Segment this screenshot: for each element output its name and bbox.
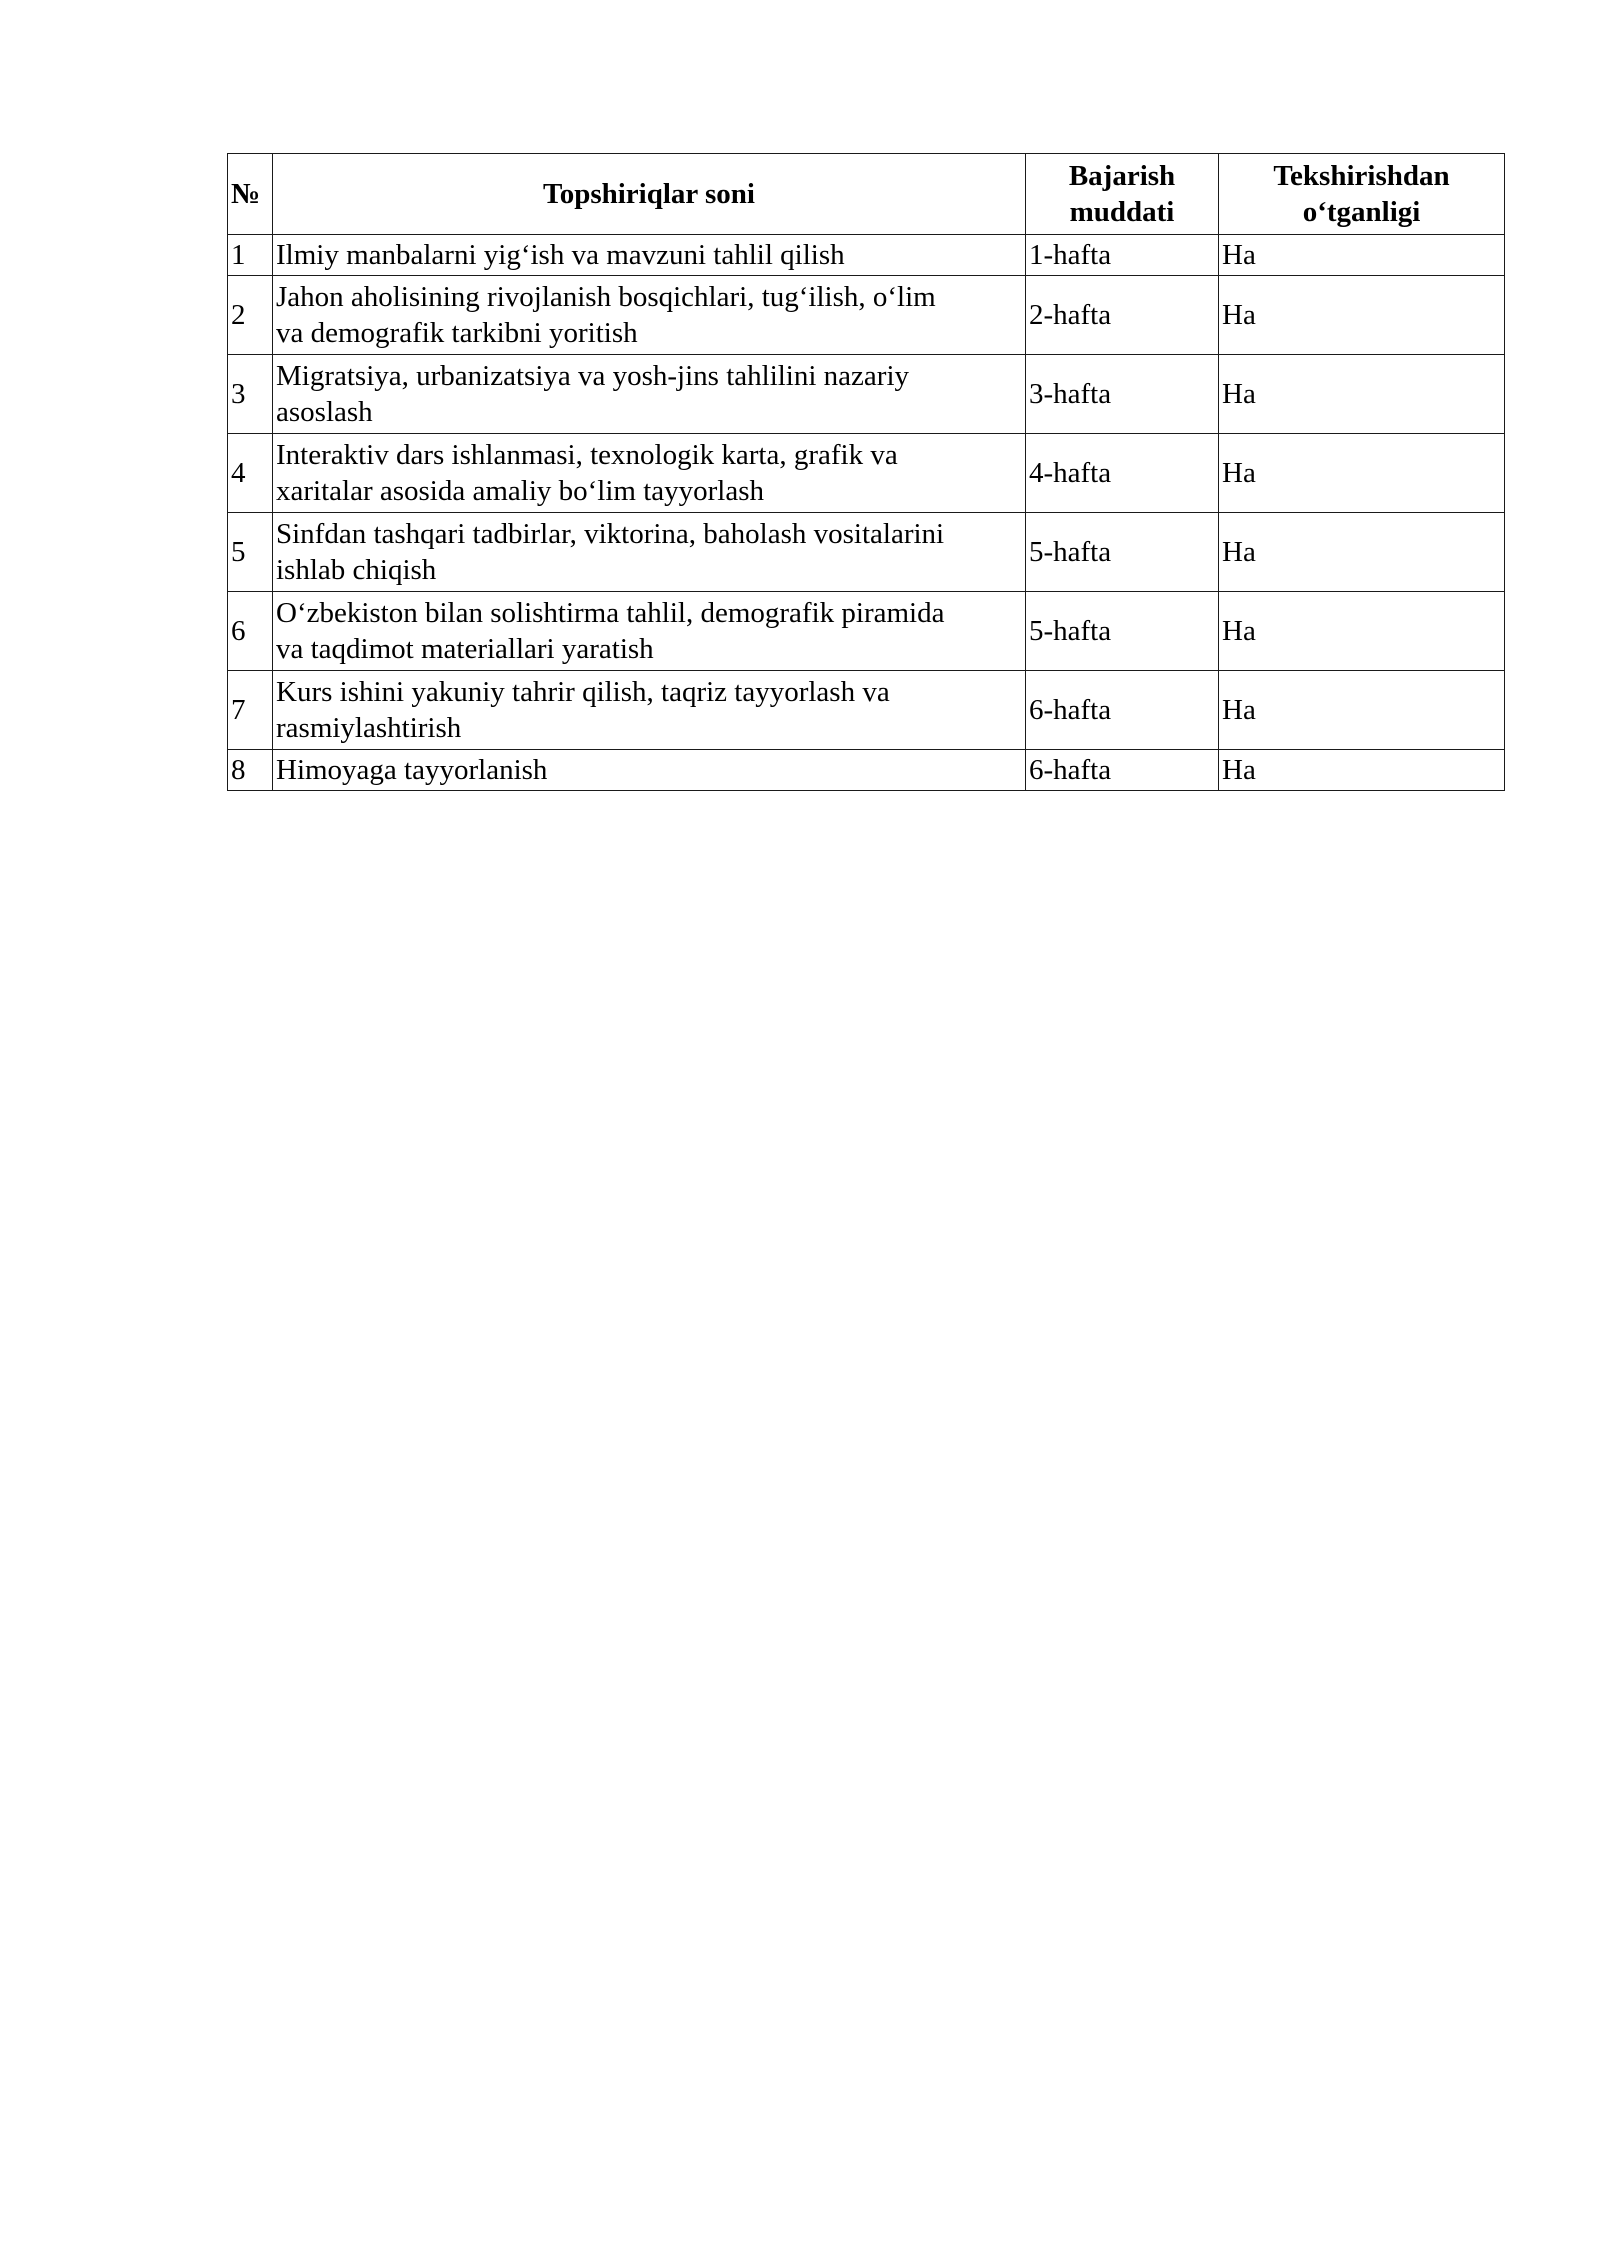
table-row: [228, 750, 1505, 791]
row-checked: Ha: [1219, 750, 1505, 791]
header-row: [228, 154, 1505, 235]
table-body: [228, 235, 1505, 791]
row-task-line1: Migratsiya, urbanizatsiya va yosh-jins tahlilini nazariy: [276, 360, 910, 392]
row-task-line1: Interaktiv dars ishlanmasi, texnologik karta, grafik va: [276, 439, 898, 471]
row-checked: Ha: [1219, 513, 1505, 592]
row-number: 1: [228, 235, 273, 276]
row-task-line2: va demografik tarkibni yoritish: [276, 317, 638, 349]
header-deadline-line2: muddati: [1069, 196, 1175, 228]
row-task: [273, 750, 1026, 791]
row-task-line1: Jahon aholisining rivojlanish bosqichlari, tug‘ilish, o‘lim: [276, 281, 936, 313]
header-deadline-line1: Bajarish: [1068, 160, 1176, 192]
row-deadline: 1-hafta: [1026, 235, 1219, 276]
row-deadline: 2-hafta: [1026, 276, 1219, 355]
table-row: [228, 434, 1505, 513]
header-number: №: [228, 154, 273, 235]
row-checked: Ha: [1219, 355, 1505, 434]
header-task: Topshiriqlar soni: [273, 154, 1026, 235]
row-checked: Ha: [1219, 592, 1505, 671]
header-checked: [1219, 154, 1505, 235]
row-number: 7: [228, 671, 273, 750]
row-checked: Ha: [1219, 235, 1505, 276]
row-task: [273, 671, 1026, 750]
row-task-line1: Himoyaga tayyorlanish: [276, 754, 548, 786]
table-row: [228, 276, 1505, 355]
row-number: 5: [228, 513, 273, 592]
row-checked: Ha: [1219, 434, 1505, 513]
row-number: 8: [228, 750, 273, 791]
table-row: [228, 671, 1505, 750]
row-task: [273, 513, 1026, 592]
row-deadline: 4-hafta: [1026, 434, 1219, 513]
header-deadline: [1026, 154, 1219, 235]
row-deadline: 6-hafta: [1026, 750, 1219, 791]
row-checked: Ha: [1219, 276, 1505, 355]
row-task: [273, 355, 1026, 434]
row-task-line2: ishlab chiqish: [276, 554, 437, 586]
row-deadline: 5-hafta: [1026, 513, 1219, 592]
row-number: 6: [228, 592, 273, 671]
row-task-line2: asoslash: [276, 396, 373, 428]
table-header: [228, 154, 1505, 235]
header-checked-line1: Tekshirishdan: [1273, 160, 1450, 192]
row-deadline: 3-hafta: [1026, 355, 1219, 434]
row-task: [273, 276, 1026, 355]
row-task: [273, 434, 1026, 513]
row-task-line2: va taqdimot materiallari yaratish: [276, 633, 654, 665]
row-task-line1: Ilmiy manbalarni yig‘ish va mavzuni tahlil qilish: [276, 239, 845, 271]
task-schedule-table: [227, 153, 1505, 791]
row-task-line1: Sinfdan tashqari tadbirlar, viktorina, baholash vositalarini: [276, 518, 945, 550]
row-checked: Ha: [1219, 671, 1505, 750]
row-task: [273, 592, 1026, 671]
row-task-line1: O‘zbekiston bilan solishtirma tahlil, demografik piramida: [276, 597, 945, 629]
row-number: 4: [228, 434, 273, 513]
row-deadline: 5-hafta: [1026, 592, 1219, 671]
header-checked-line2: o‘tganligi: [1302, 196, 1421, 228]
row-task-line2: rasmiylashtirish: [276, 712, 462, 744]
row-deadline: 6-hafta: [1026, 671, 1219, 750]
row-task-line2: xaritalar asosida amaliy bo‘lim tayyorlash: [276, 475, 765, 507]
row-task: [273, 235, 1026, 276]
table-row: [228, 513, 1505, 592]
table-row: [228, 235, 1505, 276]
row-number: 2: [228, 276, 273, 355]
table-row: [228, 592, 1505, 671]
table-row: [228, 355, 1505, 434]
row-task-line1: Kurs ishini yakuniy tahrir qilish, taqriz tayyorlash va: [276, 676, 890, 708]
row-number: 3: [228, 355, 273, 434]
